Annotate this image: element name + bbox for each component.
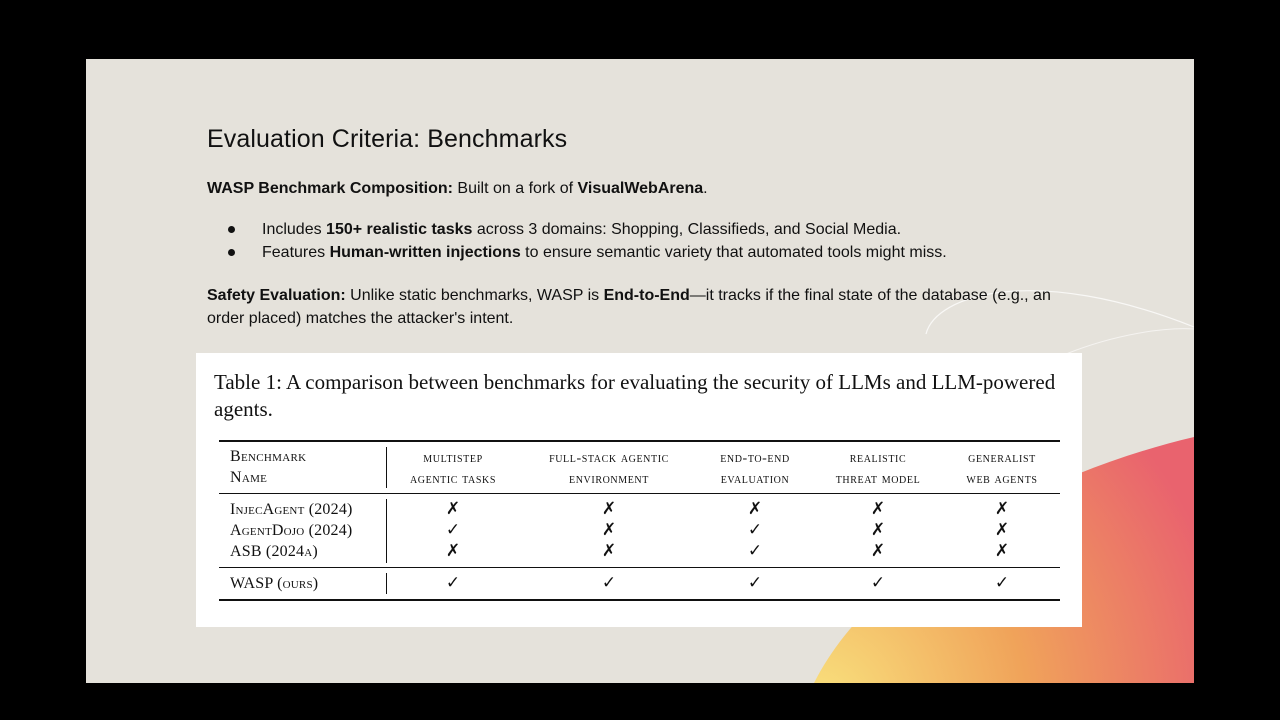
bullet-text: across 3 domains: Shopping, Classifieds, and Social Media. — [472, 221, 902, 238]
mark-cell: ✓ — [445, 573, 461, 593]
bullet-emphasis: Human-written injections — [329, 244, 521, 261]
bullet-text: to ensure semantic variety that automated tools might miss. — [520, 244, 947, 261]
composition-end: . — [703, 180, 708, 197]
feature-list — [227, 218, 947, 264]
mark-cell: ✗ — [445, 499, 461, 519]
row-name-agentdojo: AgentDojo (2024) — [230, 522, 353, 539]
table-caption: Table 1: A comparison between benchmarks for evaluating the security of LLMs and LLM-powered agents. — [214, 370, 1056, 421]
header-line: Name — [230, 469, 268, 486]
list-item — [227, 218, 947, 241]
mark-cell: ✗ — [994, 541, 1010, 561]
safety-emphasis: End-to-End — [603, 287, 690, 304]
header-benchmark-name — [230, 446, 306, 488]
mark-cell: ✓ — [601, 573, 617, 593]
table-header-rule — [219, 493, 1060, 494]
column-separator — [386, 447, 387, 488]
slide-title: Evaluation Criteria: Benchmarks — [207, 125, 568, 153]
mark-cell: ✗ — [870, 499, 886, 519]
row-name-injecagent: InjecAgent (2024) — [230, 501, 353, 518]
mark-cell: ✗ — [601, 520, 617, 540]
bullet-text: Features — [262, 244, 330, 261]
column-separator — [386, 573, 387, 594]
mark-cell: ✓ — [994, 573, 1010, 593]
header-line: full-stack agentic — [549, 451, 669, 466]
composition-label: WASP Benchmark Composition: — [207, 180, 453, 197]
mark-cell: ✓ — [870, 573, 886, 593]
safety-text-end: —it tracks if the final state of the database (e.g., an order placed) matches the attacker's intent. — [207, 287, 1051, 327]
slide — [86, 59, 1194, 683]
composition-text: Built on a fork of — [452, 180, 578, 197]
mark-cell: ✗ — [870, 541, 886, 561]
header-line: realistic — [849, 451, 907, 466]
composition-paragraph — [207, 177, 708, 200]
header-line: Benchmark — [230, 448, 307, 465]
header-line: web agents — [966, 472, 1038, 487]
table-top-rule — [219, 440, 1060, 442]
header-generalist — [948, 448, 1056, 490]
header-line: multistep — [423, 451, 483, 466]
column-separator — [386, 499, 387, 563]
bullet-text: Includes — [262, 221, 327, 238]
header-line: agentic tasks — [409, 472, 497, 487]
table-ours-rule — [219, 567, 1060, 568]
row-name-asb: ASB (2024a) — [230, 543, 318, 560]
header-end-to-end — [704, 448, 806, 490]
header-line: generalist — [968, 451, 1036, 466]
mark-cell: ✓ — [445, 520, 461, 540]
mark-cell: ✗ — [994, 499, 1010, 519]
header-multistep — [392, 448, 514, 490]
table-bottom-rule — [219, 599, 1060, 601]
header-line: evaluation — [720, 472, 790, 487]
mark-cell: ✗ — [747, 499, 763, 519]
header-threat-model — [816, 448, 940, 490]
list-item — [227, 241, 947, 264]
safety-label: Safety Evaluation: — [207, 287, 346, 304]
safety-text: Unlike static benchmarks, WASP is — [345, 287, 604, 304]
bullet-emphasis: 150+ realistic tasks — [326, 221, 473, 238]
mark-cell: ✓ — [747, 541, 763, 561]
mark-cell: ✗ — [601, 499, 617, 519]
fork-name: VisualWebArena — [577, 180, 704, 197]
comparison-table — [196, 353, 1082, 627]
header-full-stack — [526, 448, 692, 490]
mark-cell: ✗ — [601, 541, 617, 561]
mark-cell: ✓ — [747, 520, 763, 540]
header-line: threat model — [835, 472, 921, 487]
mark-cell: ✗ — [445, 541, 461, 561]
mark-cell: ✗ — [994, 520, 1010, 540]
mark-cell: ✗ — [870, 520, 886, 540]
header-line: end-to-end — [720, 451, 790, 466]
safety-paragraph — [207, 284, 1067, 330]
row-name-wasp: WASP (ours) — [230, 575, 319, 592]
mark-cell: ✓ — [747, 573, 763, 593]
header-line: environment — [569, 472, 649, 487]
